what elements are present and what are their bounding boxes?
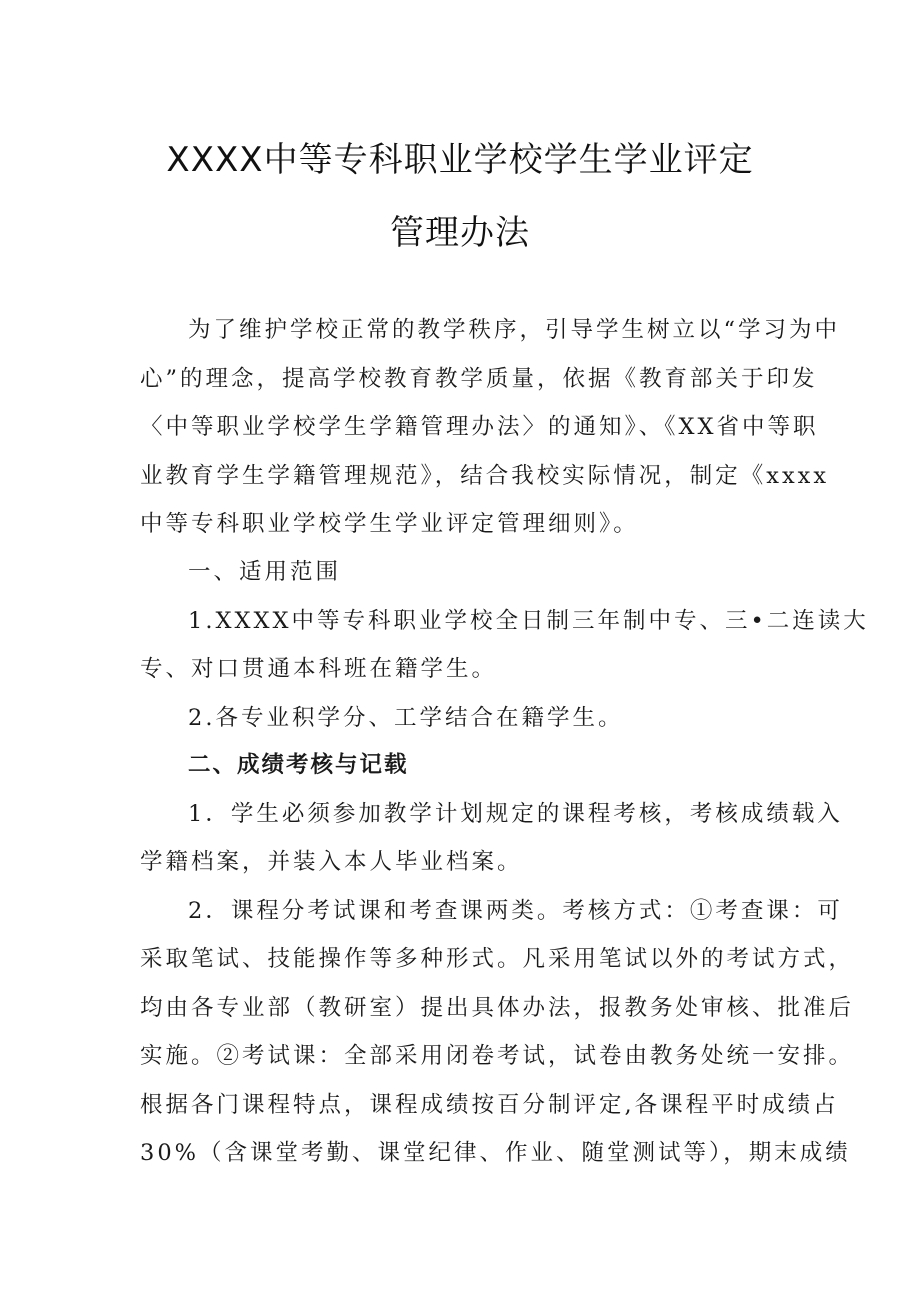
- document-title-line-2: 管理办法: [390, 213, 530, 253]
- section-1-item-2: 2.各专业积学分、工学结合在籍学生。: [188, 705, 624, 731]
- section-2-item-1-line: 1．学生必须参加教学计划规定的课程考核，考核成绩载入: [188, 801, 843, 827]
- intro-line: 中等专科职业学校学生学业评定管理细则》。: [140, 511, 639, 537]
- section-1-heading: 一、适用范围: [188, 559, 342, 585]
- intro-line: 业教育学生学籍管理规范》，结合我校实际情况，制定《xxxx: [140, 463, 830, 489]
- section-2-item-2-line: 30%（含课堂考勤、课堂纪律、作业、随堂测试等），期末成绩: [140, 1140, 851, 1166]
- section-2-item-2-line: 均由各专业部（教研室）提出具体办法，报教务处审核、批准后: [140, 995, 855, 1021]
- section-2-item-2-line: 采取笔试、技能操作等多种形式。凡采用笔试以外的考试方式，: [140, 946, 855, 972]
- intro-line: 心”的理念，提高学校教育教学质量，依据《教育部关于印发: [140, 366, 818, 392]
- section-2-item-2-line: 实施。②考试课：全部采用闭卷考试，试卷由教务处统一安排。: [140, 1043, 855, 1069]
- document-title-line-1: XXXX中等专科职业学校学生学业评定: [166, 140, 754, 180]
- intro-line: 为了维护学校正常的教学秩序，引导学生树立以“学习为中: [188, 317, 841, 343]
- section-2-item-2-line: 根据各门课程特点，课程成绩按百分制评定,各课程平时成绩占: [140, 1092, 839, 1118]
- section-2-item-1-line: 学籍档案，并装入本人毕业档案。: [140, 849, 523, 875]
- section-1-item-1-line: 1.XXXX中等专科职业学校全日制三年制中专、三•二连读大: [188, 608, 869, 634]
- section-2-heading: 二、成绩考核与记载: [188, 752, 409, 778]
- section-2-item-2-line: 2．课程分考试课和考查课两类。考核方式：①考查课：可: [188, 898, 843, 924]
- section-1-item-1-line: 专、对口贯通本科班在籍学生。: [140, 656, 498, 682]
- intro-line: 〈中等职业学校学生学籍管理办法〉的通知》、《XX省中等职: [140, 414, 819, 440]
